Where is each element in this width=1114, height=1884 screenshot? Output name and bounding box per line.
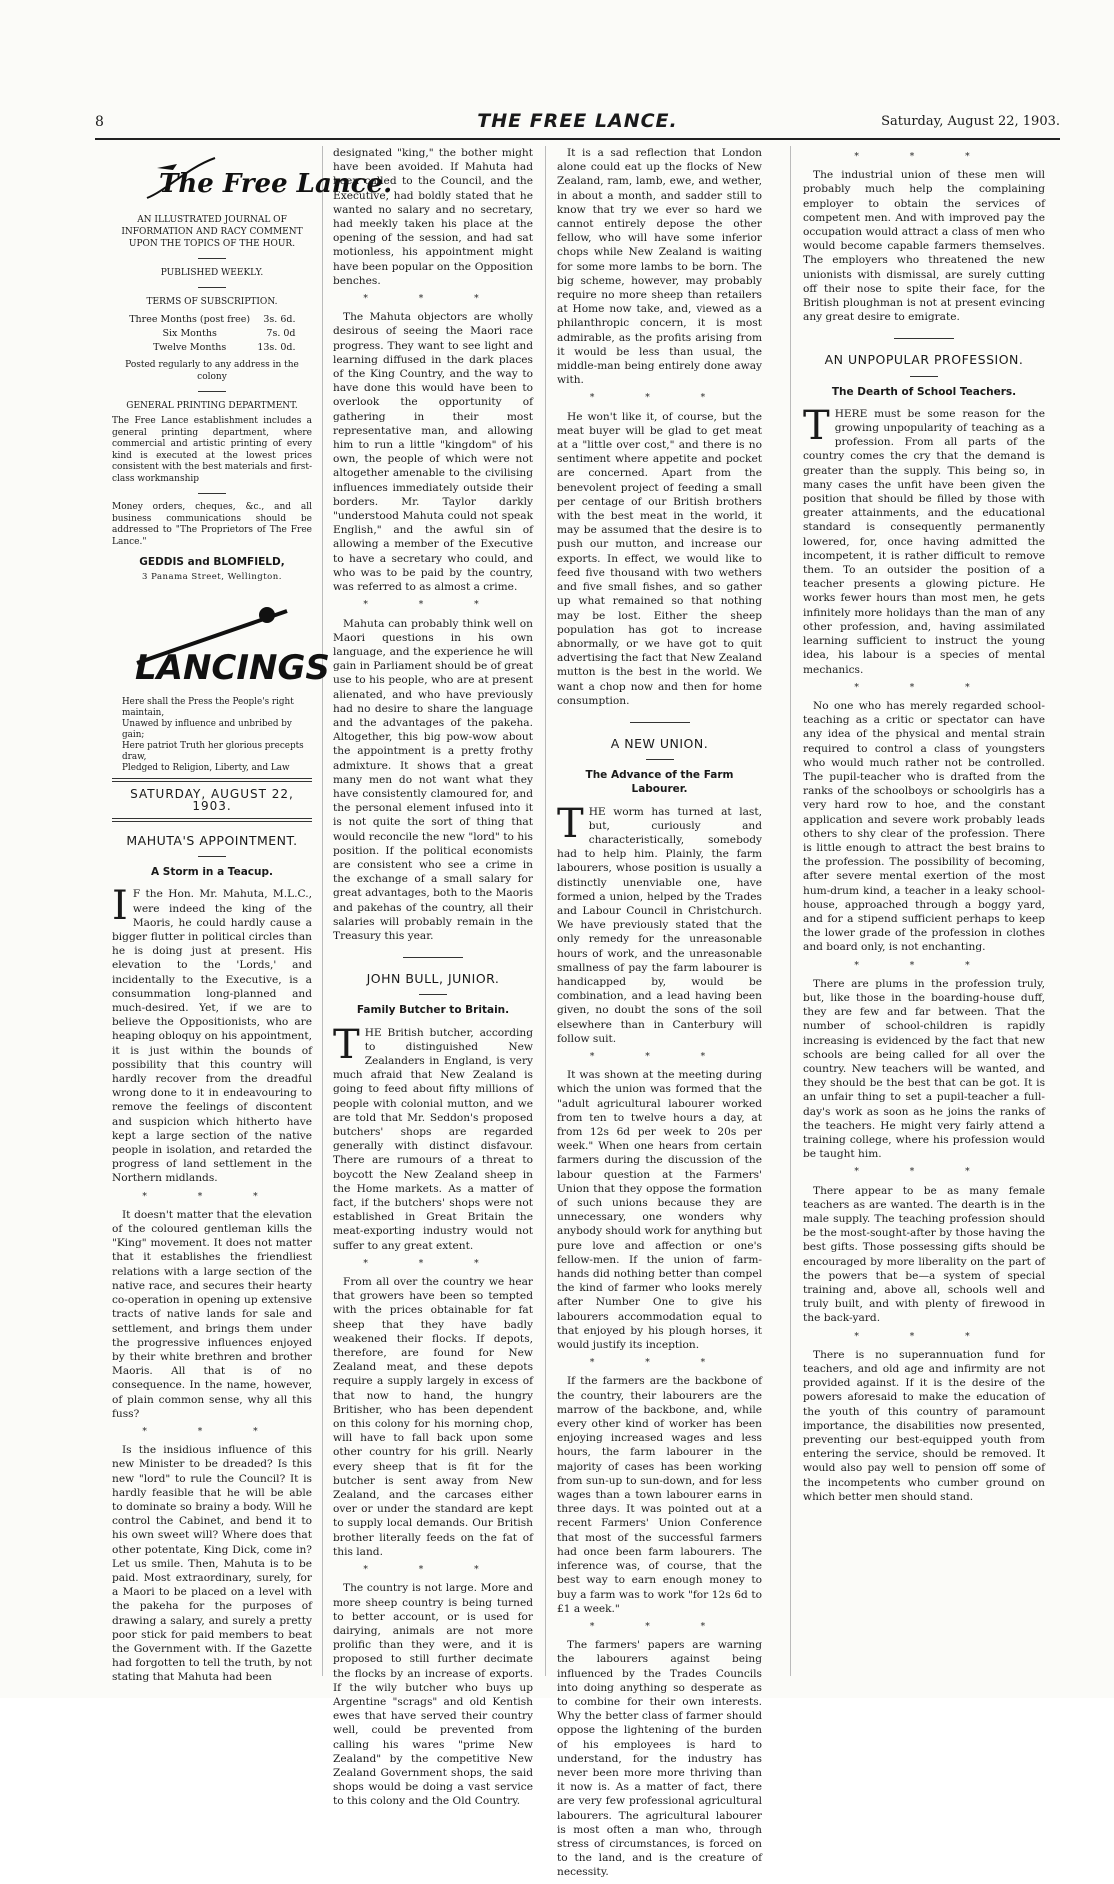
section-separator: * * * bbox=[589, 1051, 730, 1062]
terms-label: Three Months (post free) bbox=[129, 314, 251, 325]
page-header bbox=[95, 112, 1060, 134]
section-separator: * * * bbox=[363, 600, 503, 611]
paragraph: No one who has merely regarded school-teaching as a critic or spectator can have any idea of the physical and mental strain required to control a class of youngsters who would much rather not be controlled. The pupil-teacher who is drafted from the ranks of the schoolboys or schoolgirls has a very hard row to hoe, and the constant application and severe work probably leads others to shy clear of the profession. There is little enough to attract the best brains to the profession. The possibility of becoming, after severe mental exertion of the most hum-drum kind, a teacher in a leaky school-house, approached through a boggy yard, and for a stipend sufficient perhaps to keep the lower grade of the profession in clothes and board only, is not enchanting. bbox=[803, 699, 1045, 954]
verse-line: Unawed by influence and unbribed by gain; bbox=[122, 719, 292, 740]
drop-cap: T bbox=[803, 402, 830, 449]
terms-row bbox=[127, 328, 298, 340]
publisher-name: GEDDIS and BLOMFIELD, bbox=[139, 556, 285, 568]
paragraph: The country is not large. More and more sheep country is being turned to better account, or is used for dairying, animals are not more prolific than they were, and it is proposed to still further decimate the flocks by an increase of exports. If the wily butcher who buys up Argentine "scrags" and old Kentish ewes that have served their country well, could be prevented from calling his wares "prime New Zealand" by the competitive New Zealand Government shops, the said shops would be doing a vast service to this colony and the Old Country. bbox=[333, 1582, 533, 1808]
paragraph: F the Hon. Mr. Mahuta, M.L.C., were indeed the king of the Maoris, he could hardly cause a bigger flutter in political circles than he is doing just at present. His elevation to the 'Lords,' and incidentally to the Executive, is a consummation long-planned and much-desired. Yet, if we are to believe the Oppositionists, who are heaping obloquy on his appointment, it is just within the bounds of possibility that this country will hardly recover from the dreadful wrong done to it in endeavouring to remove the feelings of discontent and suspicion which hitherto have kept a large section of the native people in isolation, and retarded the progress of land settlement in the Northern midlands. bbox=[112, 888, 312, 1185]
paragraph: If the farmers are the backbone of the country, their labourers are the marrow of the backbone, and, while every other kind of worker has been enjoying increased wages and less hours, the farm labourer in the majority of cases has been working from sun-up to sun-down, and for less wages than a town labourer earns in three days. It was pointed out at a recent Farmers' Union Conference that most of the successful farmers had once been farm labourers. The inference was, of course, that the best way to earn enough money to buy a farm was to work "for 12s 6d to £1 a week." bbox=[557, 1375, 762, 1615]
drop-cap: T bbox=[557, 800, 584, 847]
section-separator: * * * bbox=[854, 1167, 994, 1178]
paragraph: The farmers' papers are warning the labourers against being influenced by the Trades Councils into doing anything so desperate as to combine for their own interests. Why the better class of farmer should oppose the lightening of the burden of his employees is hard to understand, for the industry has never been more more thriving than it now is. As a matter of fact, there are very few professional agricultural labourers. The agricultural labourer is most often a man who, through stress of circumstances, is forced on to the land, and is the creature of necessity. bbox=[557, 1639, 762, 1879]
verse-line: Pledged to Religion, Liberty, and Law bbox=[122, 763, 290, 773]
article-end-rule bbox=[894, 338, 954, 339]
article-subhead: The Advance of the Farm Labourer. bbox=[585, 769, 734, 796]
column-2 bbox=[333, 146, 533, 1813]
masthead bbox=[112, 150, 393, 822]
short-rule bbox=[419, 994, 447, 995]
header-rule bbox=[95, 138, 1060, 140]
terms-row bbox=[127, 342, 298, 354]
paragraph: designated "king," the bother might have been avoided. If Mahuta had been called to the Council, and the Executive, had boldly stated that he wanted no salary and no secretary, had meekly taken his place at the opening of the session, and had sat motionless, his appointment might have been popular on the Opposition benches. bbox=[333, 147, 533, 287]
double-rule bbox=[112, 778, 312, 782]
short-rule bbox=[646, 759, 674, 760]
short-rule bbox=[198, 287, 226, 288]
newspaper-title: THE FREE LANCE. bbox=[477, 110, 678, 132]
verse-line: Here patriot Truth her glorious precepts draw, bbox=[122, 741, 304, 762]
column-divider bbox=[322, 146, 323, 1676]
terms-label: Twelve Months bbox=[153, 342, 227, 353]
column-4 bbox=[803, 146, 1045, 1508]
section-separator: * * * bbox=[589, 1358, 730, 1369]
paragraph: HE British butcher, according to distinguished New Zealanders in England, is very much afraid that New Zealand is going to feed about fifty millions of people with colonial mutton, and we are told that Mr. Seddon's proposed butchers' shops are regarded generally with distinct disfavour. There are rumours of a threat to boycott the New Zealand sheep in the Home markets. As a matter of fact, if the butchers' shops were not established in Great Britain the meat-exporting industry would not suffer to any great extent. bbox=[333, 1026, 533, 1252]
publisher-address: 3 Panama Street, Wellington. bbox=[142, 572, 282, 582]
paragraph: The industrial union of these men will probably much help the complaining employer to obtain the services of competent men. And with improved pay the occupation would attract a class of men who would become capable farmers themselves. The employers who threatened the new unionists with dismissal, are surely cutting off their nose to spite their face, for the British ploughman is not at present evincing any great desire to emigrate. bbox=[803, 169, 1045, 324]
article-headline: A NEW UNION. bbox=[610, 735, 709, 751]
article-subhead: The Dearth of School Teachers. bbox=[831, 385, 1017, 398]
section-separator: * * * bbox=[363, 1258, 503, 1269]
paragraph: The Mahuta objectors are wholly desirous of seeing the Maori race progress. They want to see light and learning diffused in the dark places of the King Country, and the way to have done this would have been to overlook the opportunity of gathering in their most representative man, and allowing him to run a little "kingdom" of his own, the people of which were not altogether amenable to the civilising influences immediately outside their borders. Mr. Taylor darkly "understood Mahuta could not speak English," and the awful sin of allowing a member of the Executive to have a secretary who could, and who was to be paid by the country, was referred to as almost a crime. bbox=[333, 311, 533, 594]
section-separator: * * * bbox=[363, 294, 503, 305]
money-orders-text: Money orders, cheques, &c., and all business communications should be addressed to "The Proprietors of The Free Lance." bbox=[112, 502, 312, 547]
drop-cap: I bbox=[112, 883, 128, 930]
double-rule bbox=[112, 818, 312, 822]
article-subhead: Family Butcher to Britain. bbox=[356, 1004, 510, 1017]
published-weekly: PUBLISHED WEEKLY. bbox=[160, 268, 264, 278]
article-end-rule bbox=[630, 722, 690, 723]
article-headline: JOHN BULL, JUNIOR. bbox=[366, 971, 500, 987]
paragraph: It doesn't matter that the elevation of the coloured gentleman kills the "King" movement. It does not matter that it establishes the friendliest relations with a large section of the native race, and secures their hearty co-operation in opening up extensive tracts of native lands for sale and settlement, and brings them under the progressive influences enjoyed by their white brethren and brother Maoris. All that is of no consequence. In the name, however, of plain common sense, why all this fuss? bbox=[112, 1208, 312, 1420]
short-rule bbox=[198, 856, 226, 857]
article-headline: MAHUTA'S APPOINTMENT. bbox=[126, 833, 298, 848]
header-date: Saturday, August 22, 1903. bbox=[881, 114, 1060, 129]
section-separator: * * * bbox=[589, 393, 730, 404]
terms-price: 7s. 0d bbox=[266, 328, 296, 339]
column-divider bbox=[545, 146, 546, 1676]
paragraph: HE worm has turned at last, but, curiously and characteristically, somebody had to help him. Plainly, the farm labourers, whose position is usually a distinctly unenviable one, have formed a union, helped by the Trades and Labour Council in Christchurch. We have previously stated that the only remedy for the unreasonable hours of work, and the unreasonable smallness of pay the farm labourer is handicapped by, would be combination, and a lead having been given, no doubt the sons of the soil elsewhere than in Canterbury will follow suit. bbox=[557, 805, 762, 1045]
terms-row bbox=[127, 314, 298, 326]
paragraph: He won't like it, of course, but the meat buyer will be glad to get meat at a "little over cost," and there is no sentiment where appetite and pocket are concerned. Apart from the benevolent project of feeding a small per centage of our British brothers with the best meat in the world, it may be assumed that the desire is to push our mutton, and increase our exports. In effect, we would like to feed five thousand with two wethers and five small fishes, and so gather up what remained so that nothing may be lost. Either the sheep population has got to increase abnormally, or we have got to quit advertising the fact that New Zealand mutton is the best in the world. We want a chop now and then for home consumption. bbox=[557, 410, 762, 707]
column-3 bbox=[557, 146, 762, 1884]
section-separator: * * * bbox=[854, 682, 994, 693]
paragraph: There is no superannuation fund for teachers, and old age and infirmity are not provided against. If it is the desire of the powers aforesaid to make the education of the youth of this country of paramount importance, the disabilities now presented, preventing our best-equipped youth from entering the service, should be removed. It would also pay well to pension off some of the incompetents who cumber ground on which better men should stand. bbox=[803, 1348, 1045, 1503]
paragraph: It was shown at the meeting during which the union was formed that the "adult agricultural labourer worked from ten to twelve hours a day, at from 12s 6d per week to 20s per week." When one hears from certain farmers during the discussion of the labour question at the Farmers' Union that they oppose the formation of such unions because they are unnecessary, one wonders why anybody should work for anything but pure love and affection or one's fellow-men. If the union of farm-hands did nothing better than compel the kind of farmer who looks merely after Number One to give his labourers accommodation equal to that enjoyed by his plough horses, it would justify its inception. bbox=[557, 1069, 762, 1352]
page-number: 8 bbox=[95, 114, 104, 130]
paragraph: Is the insidious influence of this new Minister to be dreaded? Is this new "lord" to rule the Council? It is hardly feasible that he will be able to dominate so brainy a body. Will he control the Cabinet, and bend it to his own sweet will? Where does that other potentate, King Dick, come in? Let us smile. Then, Mahuta is to be paid. Most extraordinary, surely, for a Maori to be placed on a level with the pakeha for the purposes of drawing a salary, and surely a pretty poor stick for paid members to beat the Government with. If the Gazette had forgotten to tell the truth, by not stating that Mahuta had been bbox=[112, 1444, 312, 1684]
terms-label: Six Months bbox=[162, 328, 217, 339]
paragraph: It is a sad reflection that London alone could eat up the flocks of New Zealand, ram, lamb, ewe, and wether, in about a month, and sadder still to know that try we ever so hard we cannot entirely depose the other fellow, who will have some inferior chops while New Zealand is waiting for some more lambs to be born. The big scheme, however, may probably require no more sheep than retailers at Home now take, and, viewed as a philanthropic concern, it is most admirable, as the profits arising from it would be less than usual, the middle-man being entirely done away with. bbox=[557, 147, 762, 387]
paragraph: Mahuta can probably think well on Maori questions in his own language, and the experience he will gain in Parliament should be of great use to his people, who are at present alienated, and who have previously had no desire to share the language and the advantages of the pakeha. Altogether, this big pow-wow about the appointment is a pretty frothy admixture. It shows that a great many men do not want what they have consistently clamoured for, and the personal element infused into it is not quite the sort of thing that would reconcile the new "lord" to his position. If the political economists are consistent who see a crime in the exchange of a small salary for great advantages, both to the Maoris and pakehas of the country, all their salaries will probably remain in the Treasury this year. bbox=[333, 617, 533, 942]
printing-title: GENERAL PRINTING DEPARTMENT. bbox=[126, 401, 298, 411]
terms-price: 3s. 6d. bbox=[263, 314, 296, 325]
article-subhead: A Storm in a Teacup. bbox=[150, 866, 273, 879]
short-rule bbox=[198, 493, 226, 494]
lancings-text: LANCINGS bbox=[135, 648, 330, 688]
section-separator: * * * bbox=[589, 1621, 730, 1632]
article-headline: AN UNPOPULAR PROFESSION. bbox=[824, 352, 1024, 368]
short-rule bbox=[198, 391, 226, 392]
paragraph: From all over the country we hear that growers have been so tempted with the prices obtainable for fat sheep that they have badly weakened their flocks. If depots, therefore, are found for New Zealand meat, and these depots require a supply largely in excess of that now to hand, the hungry Britisher, who has been dependent on this colony for his morning chop, will have to fall back upon some other country for his grill. Nearly every sheep that is fit for the butcher is sent away from New Zealand, and the carcases either over or under the standard are kept to supply local demands. Our British brother literally feeds on the fat of this land. bbox=[333, 1276, 533, 1558]
issue-date: SATURDAY, AUGUST 22, 1903. bbox=[130, 787, 294, 813]
terms-title: TERMS OF SUBSCRIPTION. bbox=[146, 297, 278, 307]
terms-price: 13s. 0d. bbox=[257, 342, 296, 353]
section-separator: * * * bbox=[854, 1331, 994, 1342]
drop-cap: T bbox=[333, 1021, 360, 1068]
lancings-logo-icon bbox=[117, 593, 330, 693]
subscription-terms bbox=[125, 312, 300, 356]
paragraph: There are plums in the profession truly, but, like those in the boarding-house duff, they are few and far between. That the number of school-children is rapidly increasing is evidenced by the fact that new schools are being called for all over the country. New teachers will be wanted, and they should be the best that can be got. It is an unfair thing to set a pupil-teacher a full-day's work as soon as he joins the ranks of the teachers. He might very fairly attend a training college, where his profession would be taught him. bbox=[803, 977, 1045, 1161]
section-separator: * * * bbox=[854, 960, 994, 971]
short-rule bbox=[198, 258, 226, 259]
paragraph: There appear to be as many female teachers as are wanted. The dearth is in the male supply. The teaching profession should be the most-sought-after by those having the best gifts. Those possessing gifts should be encouraged by more liberality on the part of the powers that be—a system of special training and, above all, schools well and truly built, and with plenty of firewood in the back-yard. bbox=[803, 1184, 1045, 1325]
paragraph: HERE must be some reason for the growing unpopularity of teaching as a profession. From all parts of the country comes the cry that the demand is greater than the supply. This being so, in many cases the unfit have been given the position that should be filled by those with greater attainments, and the educational standard is consequently permanently lowered, for, once having admitted the incompetent, it is rather difficult to remove them. To an outsider the position of a teacher presents a glowing picture. He works fewer hours than most men, he gets infinitely more holidays than the man of any other profession, and, having assimilated learning sufficient to instruct the young idea, his labour is a species of mental mechanics. bbox=[803, 407, 1045, 676]
verse-line: Here shall the Press the People's right maintain, bbox=[122, 697, 294, 718]
section-separator: * * * bbox=[363, 1565, 503, 1576]
section-separator: * * * bbox=[142, 1426, 282, 1437]
motto-verse bbox=[122, 697, 312, 774]
printing-text: The Free Lance establishment includes a general printing department, where commercial and artistic printing of every kind is executed at the lowest prices consistent with the best materials and first-class workmanship bbox=[112, 416, 312, 484]
short-rule bbox=[910, 376, 938, 377]
masthead-tagline: AN ILLUSTRATED JOURNAL OF INFORMATION AND RACY COMMENT UPON THE TOPICS OF THE HOUR. bbox=[121, 215, 303, 249]
posted-note: Posted regularly to any address in the colony bbox=[125, 360, 299, 382]
free-lance-logo-icon bbox=[137, 150, 393, 208]
column-1 bbox=[112, 146, 393, 1689]
section-separator: * * * bbox=[142, 1191, 282, 1202]
article-end-rule bbox=[403, 957, 463, 958]
section-separator: * * * bbox=[854, 152, 994, 162]
logo-text: The Free Lance. bbox=[159, 169, 393, 199]
column-divider bbox=[790, 146, 791, 1676]
